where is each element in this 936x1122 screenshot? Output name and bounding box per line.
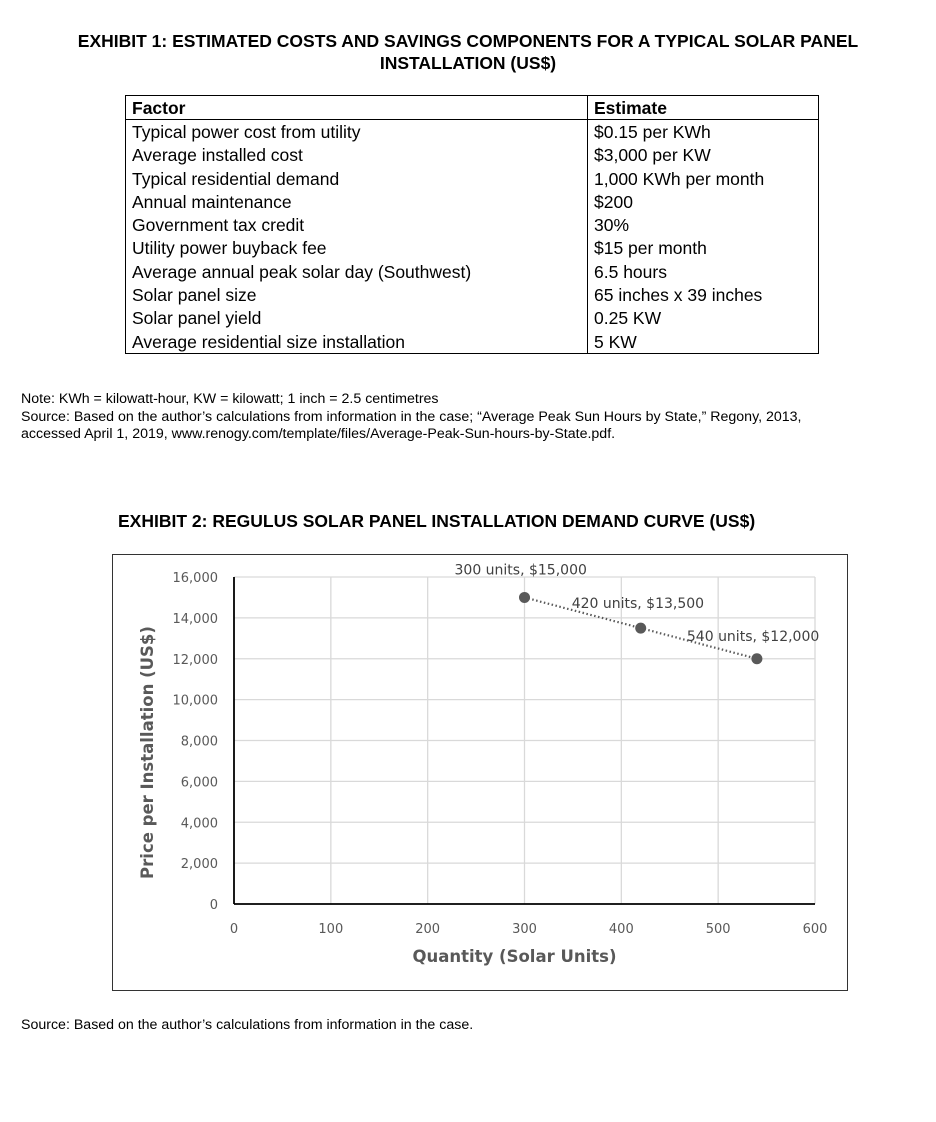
table-row: [126, 213, 819, 236]
estimate-cell: 65 inches x 39 inches: [588, 283, 819, 306]
y-tick-label: 12,000: [172, 652, 218, 668]
exhibit1-title: [0, 30, 936, 74]
exhibit1-title-line1: EXHIBIT 1: ESTIMATED COSTS AND SAVINGS COMPONENTS FOR A TYPICAL SOLAR PANEL: [77, 31, 859, 51]
header-factor: Factor: [126, 96, 588, 120]
table-row: [126, 283, 819, 306]
x-axis-title: Quantity (Solar Units): [412, 947, 617, 966]
estimate-cell: $15 per month: [588, 237, 819, 260]
table-row: [126, 330, 819, 354]
table-row: [126, 167, 819, 190]
x-tick-label: 0: [229, 922, 239, 937]
source-note-line2: accessed April 1, 2019, www.renogy.com/template/files/Average-Peak-Sun-hours-by-State.pdf.: [21, 426, 616, 442]
demand-curve-chart: [112, 554, 848, 991]
data-point-label: 420 units, $13,500: [571, 596, 705, 613]
estimate-cell: $200: [588, 190, 819, 213]
estimate-cell: 0.25 KW: [588, 307, 819, 330]
y-tick-label: 16,000: [172, 571, 218, 586]
chart-canvas: [113, 555, 849, 992]
table-header-row: [126, 96, 819, 120]
y-tick-label: 8,000: [180, 734, 218, 750]
data-point-marker: [635, 623, 646, 634]
x-tick-label: 300: [512, 922, 537, 937]
factor-cell: Typical power cost from utility: [126, 120, 588, 144]
x-tick-label: 400: [608, 922, 634, 937]
table-row: [126, 237, 819, 260]
table-row: [126, 190, 819, 213]
estimate-cell: 6.5 hours: [588, 260, 819, 283]
factor-cell: Typical residential demand: [126, 167, 588, 190]
y-tick-label: 2,000: [180, 857, 218, 873]
data-point-label: 540 units, $12,000: [686, 628, 820, 645]
estimate-cell: 1,000 KWh per month: [588, 167, 819, 190]
estimate-cell: 30%: [588, 213, 819, 236]
table-row: [126, 260, 819, 283]
x-tick-label: 500: [705, 922, 731, 937]
y-tick-label: 4,000: [180, 816, 218, 832]
data-point-label: 300 units, $15,000: [454, 562, 587, 579]
factor-cell: Solar panel size: [126, 283, 588, 306]
y-tick-label: 10,000: [172, 693, 218, 709]
data-point-marker: [751, 653, 762, 664]
y-axis-title: Price per Installation (US$): [138, 626, 157, 879]
estimate-cell: $3,000 per KW: [588, 144, 819, 167]
y-tick-label: 14,000: [172, 611, 218, 627]
units-note: Note: KWh = kilowatt-hour, KW = kilowatt; 1 inch = 2.5 centimetres: [21, 391, 439, 407]
factor-cell: Utility power buyback fee: [126, 237, 588, 260]
y-tick-label: 6,000: [180, 775, 218, 791]
exhibit1-notes: [21, 391, 926, 444]
cost-savings-table: [125, 95, 819, 354]
table-row: [126, 120, 819, 144]
x-tick-label: 600: [802, 922, 828, 937]
factor-cell: Annual maintenance: [126, 190, 588, 213]
exhibit1-title-line2: INSTALLATION (US$): [379, 53, 557, 73]
x-tick-label: 200: [415, 922, 441, 937]
header-estimate: Estimate: [588, 96, 819, 120]
y-tick-label: 0: [209, 898, 218, 913]
factor-cell: Solar panel yield: [126, 307, 588, 330]
estimate-cell: 5 KW: [588, 330, 819, 354]
table-row: [126, 144, 819, 167]
factor-cell: Average annual peak solar day (Southwest): [126, 260, 588, 283]
x-tick-label: 100: [318, 922, 344, 937]
data-point-marker: [519, 592, 530, 603]
exhibit2-title: EXHIBIT 2: REGULUS SOLAR PANEL INSTALLATION DEMAND CURVE (US$): [118, 511, 756, 531]
exhibit2-source: Source: Based on the author’s calculations from information in the case.: [21, 1017, 474, 1033]
factor-cell: Average residential size installation: [126, 330, 588, 354]
source-note-line1: Source: Based on the author’s calculations from information in the case; “Average Peak Sun Hours by State,” Regony, 2013,: [21, 408, 802, 425]
factor-cell: Government tax credit: [126, 213, 588, 236]
table-row: [126, 307, 819, 330]
factor-cell: Average installed cost: [126, 144, 588, 167]
estimate-cell: $0.15 per KWh: [588, 120, 819, 144]
